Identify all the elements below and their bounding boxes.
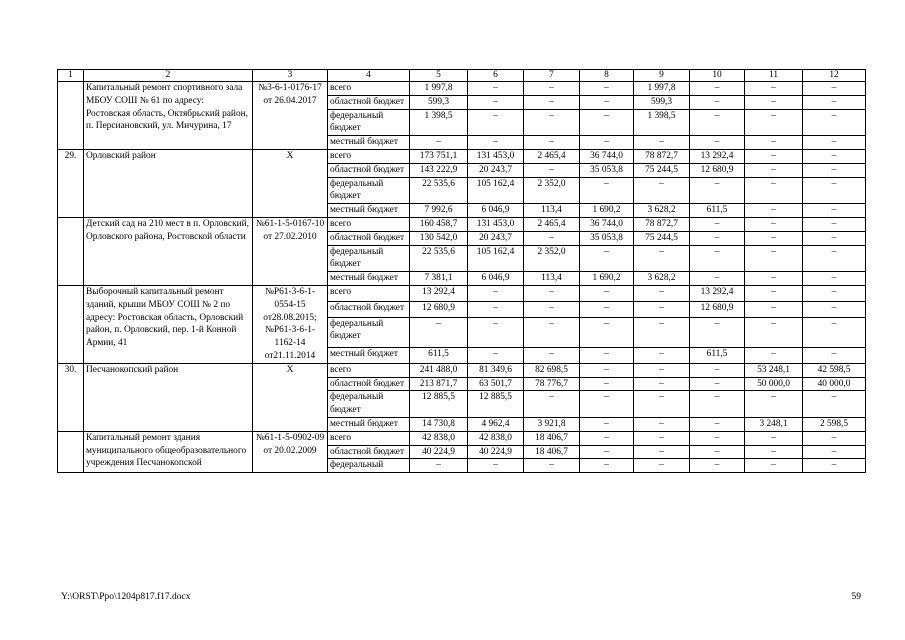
funding-source: местный бюджет: [328, 417, 410, 431]
amount-cell: –: [580, 417, 634, 431]
funding-source: местный бюджет: [328, 272, 410, 286]
object-name: Орловский район: [84, 149, 253, 217]
amount-cell: –: [634, 317, 690, 347]
funding-source: федеральный бюджет: [328, 177, 410, 204]
funding-source: местный бюджет: [328, 347, 410, 363]
amount-cell: 131 453,0: [468, 217, 524, 231]
amount-cell: –: [803, 301, 866, 317]
funding-source: областной бюджет: [328, 301, 410, 317]
amount-cell: 599,3: [634, 95, 690, 109]
amount-cell: 78 776,7: [524, 377, 580, 391]
row-number: [58, 431, 84, 472]
amount-cell: –: [745, 204, 803, 218]
amount-cell: –: [634, 245, 690, 272]
amount-cell: –: [690, 217, 745, 231]
amount-cell: –: [745, 136, 803, 150]
funding-source: местный бюджет: [328, 136, 410, 150]
amount-cell: –: [745, 445, 803, 459]
amount-cell: –: [580, 177, 634, 204]
amount-cell: –: [803, 95, 866, 109]
amount-cell: –: [634, 445, 690, 459]
amount-cell: 40 224,9: [468, 445, 524, 459]
amount-cell: 40 224,9: [410, 445, 468, 459]
amount-cell: 12 680,9: [690, 163, 745, 177]
amount-cell: –: [803, 231, 866, 245]
funding-source: областной бюджет: [328, 445, 410, 459]
amount-cell: –: [803, 459, 866, 473]
amount-cell: –: [410, 459, 468, 473]
amount-cell: –: [580, 301, 634, 317]
column-number: 2: [84, 70, 253, 82]
amount-cell: 36 744,0: [580, 149, 634, 163]
amount-cell: –: [745, 82, 803, 96]
amount-cell: –: [745, 301, 803, 317]
amount-cell: –: [410, 136, 468, 150]
amount-cell: –: [745, 272, 803, 286]
amount-cell: 6 046,9: [468, 272, 524, 286]
amount-cell: –: [690, 95, 745, 109]
document-reference: №3-6-1-0176-17 от 26.04.2017: [253, 82, 328, 150]
object-name: Капитальный ремонт здания муниципального общеобразовательного учреждения Песчанокопской: [84, 431, 253, 472]
row-number: [58, 285, 84, 363]
amount-cell: –: [690, 245, 745, 272]
amount-cell: 2 352,0: [524, 177, 580, 204]
amount-cell: –: [580, 245, 634, 272]
amount-cell: –: [803, 149, 866, 163]
amount-cell: 143 222,9: [410, 163, 468, 177]
amount-cell: –: [634, 391, 690, 418]
amount-cell: –: [468, 82, 524, 96]
amount-cell: 78 872,7: [634, 217, 690, 231]
object-name: Выборочный капитальный ремонт зданий, крыши МБОУ СОШ № 2 по адресу: Ростовская область, Орловский район, п. Орловский, пер. 1-й Конной Армии, 41: [84, 285, 253, 363]
amount-cell: 20 243,7: [468, 163, 524, 177]
amount-cell: 42 598,5: [803, 363, 866, 377]
amount-cell: –: [745, 231, 803, 245]
amount-cell: –: [690, 177, 745, 204]
amount-cell: 50 000,0: [745, 377, 803, 391]
amount-cell: –: [803, 245, 866, 272]
page-number: 59: [851, 592, 861, 602]
amount-cell: –: [803, 431, 866, 445]
amount-cell: 20 243,7: [468, 231, 524, 245]
amount-cell: 599,3: [410, 95, 468, 109]
funding-source: областной бюджет: [328, 231, 410, 245]
amount-cell: –: [745, 459, 803, 473]
amount-cell: –: [803, 204, 866, 218]
funding-source: федеральный: [328, 459, 410, 473]
amount-cell: –: [745, 95, 803, 109]
amount-cell: –: [410, 317, 468, 347]
amount-cell: –: [690, 459, 745, 473]
column-number: 8: [580, 70, 634, 82]
funding-source: всего: [328, 217, 410, 231]
amount-cell: –: [468, 285, 524, 301]
funding-source: всего: [328, 431, 410, 445]
amount-cell: 611,5: [410, 347, 468, 363]
amount-cell: 12 885,5: [468, 391, 524, 418]
amount-cell: –: [524, 317, 580, 347]
funding-source: всего: [328, 82, 410, 96]
document-reference: Х: [253, 149, 328, 217]
amount-cell: 13 292,4: [690, 149, 745, 163]
amount-cell: 3 628,2: [634, 204, 690, 218]
amount-cell: –: [468, 301, 524, 317]
amount-cell: –: [580, 347, 634, 363]
amount-cell: –: [580, 285, 634, 301]
amount-cell: –: [580, 431, 634, 445]
amount-cell: –: [634, 136, 690, 150]
amount-cell: 82 698,5: [524, 363, 580, 377]
amount-cell: –: [634, 431, 690, 445]
amount-cell: –: [634, 459, 690, 473]
column-number: 9: [634, 70, 690, 82]
amount-cell: 160 458,7: [410, 217, 468, 231]
amount-cell: 4 962,4: [468, 417, 524, 431]
amount-cell: –: [690, 377, 745, 391]
amount-cell: 130 542,0: [410, 231, 468, 245]
amount-cell: 2 352,0: [524, 245, 580, 272]
amount-cell: –: [803, 347, 866, 363]
amount-cell: –: [745, 149, 803, 163]
row-number: [58, 82, 84, 150]
amount-cell: 22 535,6: [410, 245, 468, 272]
amount-cell: 7 992,6: [410, 204, 468, 218]
amount-cell: 63 501,7: [468, 377, 524, 391]
amount-cell: –: [803, 272, 866, 286]
object-name: Детский сад на 210 мест в п. Орловский, Орловского района, Ростовской области: [84, 217, 253, 285]
row-number: [58, 217, 84, 285]
funding-source: федеральный бюджет: [328, 245, 410, 272]
amount-cell: 3 921,8: [524, 417, 580, 431]
amount-cell: –: [634, 363, 690, 377]
amount-cell: 14 730,8: [410, 417, 468, 431]
funding-source: местный бюджет: [328, 204, 410, 218]
document-reference: №61-1-5-0167-10 от 27.02.2010: [253, 217, 328, 285]
amount-cell: 113,4: [524, 204, 580, 218]
amount-cell: –: [690, 136, 745, 150]
funding-source: федеральный бюджет: [328, 109, 410, 136]
amount-cell: –: [524, 301, 580, 317]
amount-cell: –: [524, 285, 580, 301]
amount-cell: 75 244,5: [634, 231, 690, 245]
column-number: 4: [328, 70, 410, 82]
amount-cell: –: [524, 231, 580, 245]
amount-cell: 2 465,4: [524, 217, 580, 231]
amount-cell: –: [803, 82, 866, 96]
amount-cell: –: [745, 431, 803, 445]
amount-cell: –: [803, 285, 866, 301]
amount-cell: 1 690,2: [580, 272, 634, 286]
amount-cell: 35 053,8: [580, 163, 634, 177]
amount-cell: 1 398,5: [410, 109, 468, 136]
amount-cell: 42 838,0: [468, 431, 524, 445]
funding-source: всего: [328, 285, 410, 301]
amount-cell: –: [745, 317, 803, 347]
amount-cell: –: [468, 347, 524, 363]
footer-file-path: Y:\ORST\Ppo\1204p817.f17.docx: [61, 592, 191, 602]
funding-source: федеральный бюджет: [328, 391, 410, 418]
amount-cell: 42 838,0: [410, 431, 468, 445]
amount-cell: –: [803, 163, 866, 177]
amount-cell: 78 872,7: [634, 149, 690, 163]
table-row: [58, 431, 866, 445]
amount-cell: 53 248,1: [745, 363, 803, 377]
amount-cell: –: [803, 217, 866, 231]
amount-cell: 1 997,8: [634, 82, 690, 96]
amount-cell: –: [690, 231, 745, 245]
funding-source: всего: [328, 363, 410, 377]
amount-cell: –: [803, 109, 866, 136]
amount-cell: 1 398,5: [634, 109, 690, 136]
amount-cell: –: [745, 217, 803, 231]
amount-cell: 131 453,0: [468, 149, 524, 163]
amount-cell: –: [690, 109, 745, 136]
column-number: 3: [253, 70, 328, 82]
table-row: [58, 82, 866, 96]
amount-cell: –: [745, 163, 803, 177]
amount-cell: 213 871,7: [410, 377, 468, 391]
amount-cell: –: [803, 136, 866, 150]
amount-cell: 105 162,4: [468, 245, 524, 272]
amount-cell: –: [803, 445, 866, 459]
amount-cell: 81 349,6: [468, 363, 524, 377]
amount-cell: –: [580, 109, 634, 136]
amount-cell: –: [580, 136, 634, 150]
amount-cell: –: [524, 82, 580, 96]
amount-cell: –: [524, 136, 580, 150]
amount-cell: –: [524, 459, 580, 473]
amount-cell: –: [634, 417, 690, 431]
amount-cell: –: [468, 136, 524, 150]
amount-cell: –: [690, 417, 745, 431]
amount-cell: 1 690,2: [580, 204, 634, 218]
amount-cell: 173 751,1: [410, 149, 468, 163]
amount-cell: 113,4: [524, 272, 580, 286]
amount-cell: –: [690, 363, 745, 377]
amount-cell: 12 885,5: [410, 391, 468, 418]
amount-cell: 6 046,9: [468, 204, 524, 218]
funding-source: федеральный бюджет: [328, 317, 410, 347]
amount-cell: 3 248,1: [745, 417, 803, 431]
amount-cell: 2 598,5: [803, 417, 866, 431]
amount-cell: –: [524, 109, 580, 136]
amount-cell: –: [634, 301, 690, 317]
amount-cell: 13 292,4: [410, 285, 468, 301]
funding-source: областной бюджет: [328, 377, 410, 391]
amount-cell: –: [580, 95, 634, 109]
amount-cell: –: [690, 317, 745, 347]
amount-cell: 1 997,8: [410, 82, 468, 96]
amount-cell: –: [580, 459, 634, 473]
amount-cell: –: [468, 459, 524, 473]
amount-cell: 611,5: [690, 204, 745, 218]
amount-cell: –: [524, 347, 580, 363]
column-number: 11: [745, 70, 803, 82]
funding-source: всего: [328, 149, 410, 163]
amount-cell: –: [745, 245, 803, 272]
amount-cell: –: [634, 377, 690, 391]
amount-cell: –: [634, 285, 690, 301]
amount-cell: 2 465,4: [524, 149, 580, 163]
amount-cell: 22 535,6: [410, 177, 468, 204]
amount-cell: 18 406,7: [524, 431, 580, 445]
table-row: [58, 285, 866, 301]
document-reference: Х: [253, 363, 328, 431]
column-number: 6: [468, 70, 524, 82]
row-number: 29.: [58, 149, 84, 217]
amount-cell: 12 680,9: [690, 301, 745, 317]
document-reference: №61-1-5-0902-09 от 20.02.2009: [253, 431, 328, 472]
amount-cell: 3 628,2: [634, 272, 690, 286]
amount-cell: –: [803, 391, 866, 418]
amount-cell: 18 406,7: [524, 445, 580, 459]
table-row: [58, 149, 866, 163]
amount-cell: 105 162,4: [468, 177, 524, 204]
amount-cell: –: [690, 272, 745, 286]
amount-cell: –: [745, 347, 803, 363]
amount-cell: 611,5: [690, 347, 745, 363]
column-number: 7: [524, 70, 580, 82]
amount-cell: 13 292,4: [690, 285, 745, 301]
budget-table: [57, 69, 866, 473]
column-number: 12: [803, 70, 866, 82]
amount-cell: 12 680,9: [410, 301, 468, 317]
amount-cell: –: [634, 177, 690, 204]
row-number: 30.: [58, 363, 84, 431]
table-row: [58, 363, 866, 377]
amount-cell: –: [690, 82, 745, 96]
amount-cell: –: [803, 177, 866, 204]
object-name: Капитальный ремонт спортивного зала МБОУ СОШ № 61 по адресу: Ростовская область, Октябрьский район, п. Персиановский, ул. Мичурина, 17: [84, 82, 253, 150]
amount-cell: 40 000,0: [803, 377, 866, 391]
amount-cell: –: [580, 317, 634, 347]
amount-cell: 36 744,0: [580, 217, 634, 231]
amount-cell: 241 488,0: [410, 363, 468, 377]
amount-cell: –: [634, 347, 690, 363]
amount-cell: –: [690, 445, 745, 459]
column-number-row: [58, 70, 866, 82]
amount-cell: –: [745, 285, 803, 301]
amount-cell: –: [690, 391, 745, 418]
amount-cell: 35 053,8: [580, 231, 634, 245]
amount-cell: –: [580, 445, 634, 459]
amount-cell: –: [580, 363, 634, 377]
funding-source: областной бюджет: [328, 95, 410, 109]
object-name: Песчанокопский район: [84, 363, 253, 431]
amount-cell: –: [524, 163, 580, 177]
amount-cell: –: [745, 109, 803, 136]
table-row: [58, 217, 866, 231]
amount-cell: –: [468, 109, 524, 136]
amount-cell: –: [745, 177, 803, 204]
amount-cell: –: [524, 95, 580, 109]
amount-cell: –: [468, 317, 524, 347]
amount-cell: –: [580, 377, 634, 391]
amount-cell: –: [580, 82, 634, 96]
funding-source: областной бюджет: [328, 163, 410, 177]
amount-cell: –: [468, 95, 524, 109]
amount-cell: –: [524, 391, 580, 418]
amount-cell: 7 381,1: [410, 272, 468, 286]
amount-cell: –: [580, 391, 634, 418]
document-reference: №Р61-3-6-1-0554-15 от28.08.2015; №Р61-3-6-1-1162-14 от21.11.2014: [253, 285, 328, 363]
column-number: 5: [410, 70, 468, 82]
column-number: 1: [58, 70, 84, 82]
amount-cell: 75 244,5: [634, 163, 690, 177]
amount-cell: –: [745, 391, 803, 418]
amount-cell: –: [803, 317, 866, 347]
column-number: 10: [690, 70, 745, 82]
amount-cell: –: [690, 431, 745, 445]
